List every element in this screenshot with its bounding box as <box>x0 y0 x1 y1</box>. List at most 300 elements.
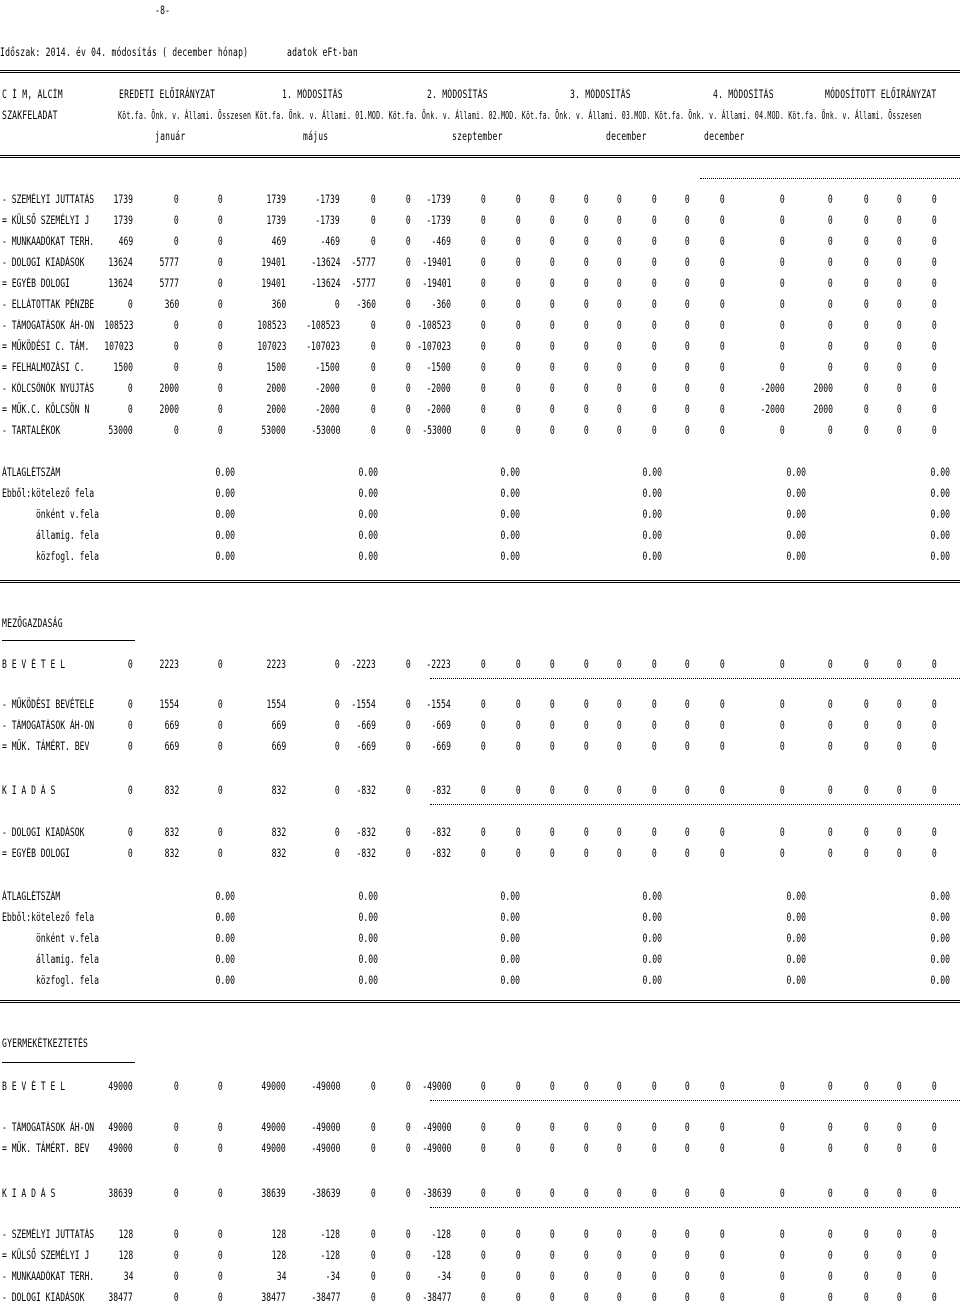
cell-value: 0 <box>780 319 785 332</box>
cell-value: 0.00 <box>930 550 950 563</box>
cell-value: 0 <box>652 784 657 797</box>
cell-value: 0 <box>218 658 223 671</box>
cell-value: 0 <box>617 1291 622 1304</box>
cell-value: 0 <box>128 784 133 797</box>
cell-value: 2223 <box>266 658 286 671</box>
cell-value: 0.00 <box>215 974 235 987</box>
table-row <box>0 719 960 733</box>
cell-value: 0 <box>406 1142 411 1155</box>
cell-value: 0.00 <box>215 487 235 500</box>
cell-value: 0 <box>932 193 937 206</box>
cell-value: -832 <box>431 826 451 839</box>
cell-value: 0 <box>516 1121 521 1134</box>
cell-value: 0 <box>828 1142 833 1155</box>
cell-value: 0 <box>780 658 785 671</box>
cell-value: 5777 <box>159 256 179 269</box>
cell-value: 0 <box>516 340 521 353</box>
cell-value: -13624 <box>310 277 340 290</box>
cell-value: 0 <box>516 319 521 332</box>
cell-value: 0 <box>371 1121 376 1134</box>
cell-value: 832 <box>271 784 286 797</box>
cell-value: 0 <box>584 235 589 248</box>
cell-value: 0 <box>780 1142 785 1155</box>
cell-value: 13624 <box>108 256 133 269</box>
cell-value: 0.00 <box>786 911 806 924</box>
cell-value: 0.00 <box>215 890 235 903</box>
cell-value: 0 <box>897 826 902 839</box>
stat-row <box>0 974 960 988</box>
cell-value: -1500 <box>315 361 340 374</box>
cell-value: 0 <box>218 784 223 797</box>
cell-value: 0 <box>550 847 555 860</box>
cell-value: 0 <box>128 719 133 732</box>
cell-value: 0 <box>864 1228 869 1241</box>
cell-value: 0 <box>897 403 902 416</box>
cell-value: 0 <box>720 361 725 374</box>
cell-value: 0 <box>371 319 376 332</box>
cell-value: 0.00 <box>786 550 806 563</box>
cell-value: 0 <box>406 277 411 290</box>
cell-value: 0 <box>720 319 725 332</box>
cell-value: 0 <box>481 1187 486 1200</box>
cell-value: 0 <box>174 235 179 248</box>
cell-value: 1739 <box>113 214 133 227</box>
row-label: ÁTLAGLÉTSZÁM <box>2 890 61 903</box>
cell-value: -108523 <box>306 319 340 332</box>
cell-value: 0 <box>685 403 690 416</box>
header-month-4: december <box>704 130 745 143</box>
header-cim-label: C Í M, ALCÍM <box>2 88 63 101</box>
cell-value: 0 <box>128 658 133 671</box>
cell-value: 13624 <box>108 277 133 290</box>
cell-value: 0.00 <box>215 466 235 479</box>
cell-value: 0 <box>685 1228 690 1241</box>
cell-value: 0 <box>828 698 833 711</box>
cell-value: 669 <box>271 719 286 732</box>
cell-value: 0 <box>218 1270 223 1283</box>
cell-value: 0 <box>406 1121 411 1134</box>
cell-value: 0 <box>218 340 223 353</box>
cell-value: 0.00 <box>786 508 806 521</box>
cell-value: -53000 <box>421 424 451 437</box>
cell-value: 0 <box>685 1249 690 1262</box>
cell-value: 0 <box>780 1121 785 1134</box>
cell-value: 0 <box>218 214 223 227</box>
cell-value: 2000 <box>159 403 179 416</box>
cell-value: 0.00 <box>642 466 662 479</box>
cell-value: 0.00 <box>642 529 662 542</box>
cell-value: -49000 <box>421 1142 451 1155</box>
cell-value: 0 <box>584 1249 589 1262</box>
cell-value: 0 <box>897 740 902 753</box>
cell-value: 0 <box>218 719 223 732</box>
expense-total-row <box>0 1187 960 1201</box>
cell-value: -34 <box>436 1270 451 1283</box>
cell-value: 0 <box>406 784 411 797</box>
table-row <box>0 1249 960 1263</box>
cell-value: 0 <box>828 214 833 227</box>
cell-value: 0.00 <box>930 974 950 987</box>
cell-value: 0 <box>897 277 902 290</box>
cell-value: 0 <box>780 719 785 732</box>
cell-value: 0 <box>617 1187 622 1200</box>
cell-value: 0 <box>685 319 690 332</box>
cell-value: 832 <box>271 826 286 839</box>
cell-value: 0 <box>481 658 486 671</box>
cell-value: 0 <box>550 1121 555 1134</box>
cell-value: 0 <box>550 193 555 206</box>
cell-value: 0 <box>174 361 179 374</box>
cell-value: 0 <box>617 361 622 374</box>
cell-value: 0 <box>406 740 411 753</box>
cell-value: 0 <box>720 340 725 353</box>
cell-value: 0 <box>932 340 937 353</box>
cell-value: -832 <box>431 847 451 860</box>
cell-value: 0.00 <box>500 466 520 479</box>
cell-value: 0 <box>516 847 521 860</box>
cell-value: 0 <box>617 319 622 332</box>
table-row <box>0 277 960 291</box>
cell-value: -108523 <box>417 319 451 332</box>
cell-value: 0 <box>932 698 937 711</box>
cell-value: 0 <box>371 1270 376 1283</box>
cell-value: 0 <box>218 235 223 248</box>
cell-value: 49000 <box>108 1080 133 1093</box>
cell-value: 38639 <box>108 1187 133 1200</box>
cell-value: 0 <box>174 1270 179 1283</box>
row-label: = MŰK.C. KÖLCSÖN N <box>2 403 90 416</box>
cell-value: 0 <box>617 424 622 437</box>
rule-dotted <box>430 804 960 805</box>
stat-row <box>0 466 960 480</box>
cell-value: 0 <box>550 235 555 248</box>
cell-value: 0 <box>617 1228 622 1241</box>
cell-value: 0 <box>897 235 902 248</box>
cell-value: 0 <box>584 1270 589 1283</box>
cell-value: 0 <box>897 1142 902 1155</box>
cell-value: 0 <box>584 382 589 395</box>
cell-value: 0 <box>864 424 869 437</box>
cell-value: 0 <box>481 719 486 732</box>
cell-value: 0 <box>218 424 223 437</box>
title-underline <box>2 1062 135 1063</box>
row-label: - TÁMOGATÁSOK ÁH-ON <box>2 319 95 332</box>
cell-value: 0 <box>335 719 340 732</box>
cell-value: 0.00 <box>930 508 950 521</box>
cell-value: 0 <box>720 1187 725 1200</box>
cell-value: 0 <box>516 277 521 290</box>
cell-value: 0 <box>550 277 555 290</box>
cell-value: 0.00 <box>215 911 235 924</box>
cell-value: 0 <box>516 361 521 374</box>
cell-value: 0 <box>780 1080 785 1093</box>
cell-value: 0.00 <box>786 890 806 903</box>
cell-value: 0 <box>864 1142 869 1155</box>
title-underline <box>2 640 135 641</box>
cell-value: 0 <box>685 1270 690 1283</box>
cell-value: 49000 <box>108 1142 133 1155</box>
cell-value: 0.00 <box>215 932 235 945</box>
cell-value: 0 <box>516 826 521 839</box>
cell-value: 0.00 <box>358 911 378 924</box>
cell-value: 0 <box>932 382 937 395</box>
unit-note: adatok eFt-ban <box>287 46 358 59</box>
cell-value: 0 <box>652 847 657 860</box>
cell-value: 0 <box>406 698 411 711</box>
page-number: -8- <box>155 4 171 17</box>
cell-value: 0 <box>516 1249 521 1262</box>
cell-value: 0 <box>652 214 657 227</box>
cell-value: 0 <box>780 784 785 797</box>
cell-value: 0 <box>685 235 690 248</box>
cell-value: 0 <box>780 235 785 248</box>
cell-value: 0 <box>371 193 376 206</box>
cell-value: 0 <box>828 193 833 206</box>
cell-value: 0 <box>174 193 179 206</box>
cell-value: 0 <box>828 1121 833 1134</box>
cell-value: 0 <box>828 298 833 311</box>
cell-value: 0 <box>218 298 223 311</box>
table-row <box>0 424 960 438</box>
cell-value: 0 <box>584 277 589 290</box>
cell-value: 0 <box>516 1270 521 1283</box>
cell-value: 0 <box>864 319 869 332</box>
table-row <box>0 382 960 396</box>
cell-value: 0 <box>897 1187 902 1200</box>
cell-value: -1739 <box>315 214 340 227</box>
cell-value: 0.00 <box>500 911 520 924</box>
cell-value: 0 <box>780 847 785 860</box>
cell-value: 5777 <box>159 277 179 290</box>
cell-value: 0 <box>932 719 937 732</box>
cell-value: 0 <box>897 1249 902 1262</box>
cell-value: 0 <box>335 740 340 753</box>
cell-value: 0 <box>481 298 486 311</box>
cell-value: 49000 <box>108 1121 133 1134</box>
cell-value: 0 <box>897 214 902 227</box>
cell-value: 0 <box>828 1187 833 1200</box>
cell-value: 0 <box>864 361 869 374</box>
cell-value: -19401 <box>421 277 451 290</box>
cell-value: 0 <box>550 1270 555 1283</box>
cell-value: 0 <box>516 382 521 395</box>
cell-value: 0 <box>932 784 937 797</box>
cell-value: 0.00 <box>500 550 520 563</box>
cell-value: 0.00 <box>786 466 806 479</box>
cell-value: 0 <box>828 361 833 374</box>
cell-value: 0 <box>652 1249 657 1262</box>
table-row <box>0 361 960 375</box>
cell-value: 0.00 <box>642 974 662 987</box>
cell-value: 0 <box>897 382 902 395</box>
cell-value: 0 <box>481 784 486 797</box>
cell-value: 360 <box>164 298 179 311</box>
cell-value: 0 <box>406 361 411 374</box>
cell-value: -1554 <box>351 698 376 711</box>
stat-row <box>0 953 960 967</box>
cell-value: 0 <box>685 382 690 395</box>
cell-value: 0 <box>932 403 937 416</box>
header-month-2: szeptember <box>452 130 503 143</box>
section-title: MEZŐGAZDASÁG <box>2 617 63 630</box>
cell-value: 0 <box>864 847 869 860</box>
cell-value: 0 <box>335 698 340 711</box>
cell-value: 0.00 <box>358 466 378 479</box>
cell-value: 0 <box>584 256 589 269</box>
header-group-3: 3. MÓDOSÍTÁS <box>570 88 631 101</box>
rule-header-bottom <box>0 155 960 158</box>
cell-value: 0 <box>932 1228 937 1241</box>
cell-value: 0 <box>652 826 657 839</box>
cell-value: -360 <box>356 298 376 311</box>
cell-value: 0 <box>932 1270 937 1283</box>
cell-value: 0 <box>780 298 785 311</box>
cell-value: 0 <box>864 403 869 416</box>
row-label: = MŰKÖDÉSI C. TÁM. <box>2 340 90 353</box>
cell-value: 0.00 <box>500 932 520 945</box>
cell-value: 0 <box>652 193 657 206</box>
cell-value: -669 <box>431 740 451 753</box>
cell-value: 0 <box>371 214 376 227</box>
cell-value: 0 <box>720 214 725 227</box>
table-row <box>0 1291 960 1305</box>
header-group-4: 4. MÓDOSÍTÁS <box>713 88 774 101</box>
cell-value: -38477 <box>310 1291 340 1304</box>
cell-value: 0 <box>897 698 902 711</box>
cell-value: 0 <box>128 403 133 416</box>
cell-value: -1739 <box>426 193 451 206</box>
cell-value: 0 <box>218 1249 223 1262</box>
cell-value: 832 <box>271 847 286 860</box>
row-label: Ebből:kötelező fela <box>2 487 95 500</box>
cell-value: 0 <box>516 658 521 671</box>
cell-value: 0 <box>685 1291 690 1304</box>
row-label: = FELHALMOZÁSI C. <box>2 361 85 374</box>
row-label: - SZEMÉLYI JUTTATÁS <box>2 193 95 206</box>
cell-value: 0 <box>685 1121 690 1134</box>
cell-value: 0 <box>481 424 486 437</box>
cell-value: 0 <box>780 698 785 711</box>
cell-value: 0 <box>550 1228 555 1241</box>
row-label: - KÖLCSÖNÖK NYÚJTÁS <box>2 382 95 395</box>
cell-value: 0 <box>218 1080 223 1093</box>
cell-value: 0 <box>720 847 725 860</box>
cell-value: 832 <box>164 847 179 860</box>
cell-value: 0 <box>584 1187 589 1200</box>
cell-value: 0.00 <box>358 487 378 500</box>
table-row <box>0 193 960 207</box>
cell-value: 0 <box>685 826 690 839</box>
cell-value: -2000 <box>760 403 785 416</box>
cell-value: 1739 <box>113 193 133 206</box>
row-label: = MŰK. TÁMÉRT. BEV <box>2 740 90 753</box>
row-label: K I A D Á S <box>2 1187 56 1200</box>
cell-value: 0 <box>516 698 521 711</box>
row-label: - TÁMOGATÁSOK ÁH-ON <box>2 719 95 732</box>
cell-value: 0 <box>128 740 133 753</box>
cell-value: -49000 <box>421 1080 451 1093</box>
cell-value: -2000 <box>315 403 340 416</box>
cell-value: 0 <box>864 382 869 395</box>
cell-value: 0.00 <box>930 487 950 500</box>
cell-value: 0 <box>828 235 833 248</box>
cell-value: 0 <box>481 277 486 290</box>
cell-value: 0 <box>584 740 589 753</box>
cell-value: 0 <box>720 740 725 753</box>
cell-value: 0 <box>897 1228 902 1241</box>
cell-value: 0.00 <box>930 466 950 479</box>
cell-value: 0 <box>652 277 657 290</box>
cell-value: -128 <box>320 1228 340 1241</box>
cell-value: 0 <box>406 382 411 395</box>
cell-value: 0 <box>406 1270 411 1283</box>
header-group-2: 2. MÓDOSÍTÁS <box>427 88 488 101</box>
cell-value: 0 <box>720 1142 725 1155</box>
cell-value: 0 <box>481 1080 486 1093</box>
cell-value: 0.00 <box>930 890 950 903</box>
cell-value: 0 <box>720 698 725 711</box>
cell-value: 107023 <box>256 340 286 353</box>
rule-dotted <box>430 678 960 679</box>
cell-value: 108523 <box>256 319 286 332</box>
cell-value: 0 <box>617 1142 622 1155</box>
cell-value: 0 <box>335 298 340 311</box>
cell-value: 0 <box>652 1228 657 1241</box>
cell-value: -669 <box>356 719 376 732</box>
cell-value: 0 <box>516 235 521 248</box>
cell-value: 0 <box>371 1142 376 1155</box>
cell-value: 0 <box>481 1291 486 1304</box>
cell-value: 0 <box>652 740 657 753</box>
period-line: Időszak: 2014. év 04. módosítás ( december hónap) <box>0 46 249 59</box>
cell-value: 0 <box>584 214 589 227</box>
cell-value: 0 <box>550 298 555 311</box>
cell-value: 0 <box>720 193 725 206</box>
row-label: - DOLOGI KIADÁSOK <box>2 1291 85 1304</box>
cell-value: 0 <box>371 1187 376 1200</box>
cell-value: 0 <box>897 1121 902 1134</box>
table-row <box>0 340 960 354</box>
cell-value: 0 <box>828 658 833 671</box>
cell-value: 53000 <box>261 424 286 437</box>
cell-value: 0 <box>550 826 555 839</box>
cell-value: 0 <box>780 1228 785 1241</box>
cell-value: 0 <box>932 847 937 860</box>
cell-value: -5777 <box>351 256 376 269</box>
cell-value: 0 <box>780 361 785 374</box>
cell-value: 0 <box>617 1080 622 1093</box>
cell-value: 49000 <box>261 1080 286 1093</box>
cell-value: 0 <box>406 214 411 227</box>
cell-value: 49000 <box>261 1142 286 1155</box>
cell-value: 0.00 <box>930 911 950 924</box>
cell-value: 0.00 <box>642 953 662 966</box>
cell-value: 0 <box>218 193 223 206</box>
cell-value: 0 <box>828 277 833 290</box>
cell-value: 2000 <box>266 382 286 395</box>
cell-value: 0 <box>897 361 902 374</box>
cell-value: 0 <box>828 1249 833 1262</box>
cell-value: 360 <box>271 298 286 311</box>
stat-row <box>0 890 960 904</box>
cell-value: 2000 <box>813 403 833 416</box>
cell-value: 0 <box>932 740 937 753</box>
cell-value: 0.00 <box>642 911 662 924</box>
cell-value: 0 <box>550 382 555 395</box>
cell-value: 0 <box>685 698 690 711</box>
cell-value: 0 <box>550 1249 555 1262</box>
cell-value: 832 <box>164 784 179 797</box>
